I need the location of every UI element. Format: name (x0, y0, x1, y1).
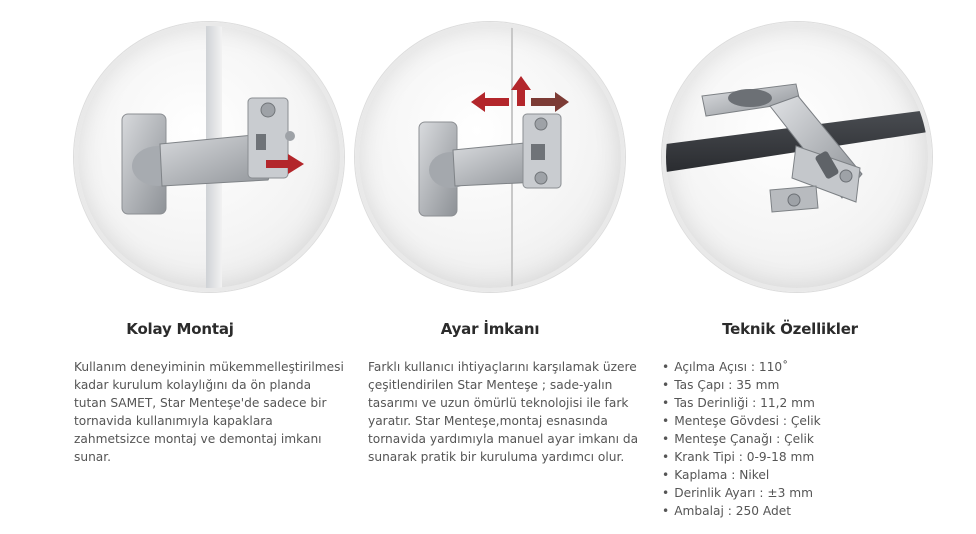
feature-description: Farklı kullanıcı ihtiyaçlarını karşılamak üzere çeşitlendirilen Star Menteşe ; sade-yalın tasarımı ve uzun ömürlü teknolojisi ile fark yaratır. Star Menteşe,montaj esnasında tornavida yardımıyla manuel ayar imkanı da sunarak pratik bir kuruluma yardımcı olur. (368, 360, 639, 464)
spec-item: • Ambalaj : 250 Adet (662, 502, 821, 520)
hinge-technical-image (662, 22, 932, 292)
feature-title: Teknik Özellikler (722, 320, 858, 338)
spec-item: • Menteşe Çanağı : Çelik (662, 430, 821, 448)
hinge-installation-illustration (78, 26, 340, 288)
spec-item: • Derinlik Ayarı : ±3 mm (662, 484, 821, 502)
feature-description: Kullanım deneyiminin mükemmelleştirilmesi kadar kurulum kolaylığını da ön planda tutan SAMET, Star Menteşe'de sadece bir tornavida kullanımıyla kapaklara zahmetsizce montaj ve demontaj imkanı sunar. (74, 360, 344, 464)
spec-item: • Kaplama : Nikel (662, 466, 821, 484)
hinge-installation-image (74, 22, 344, 292)
feature-easy-install (0, 0, 344, 534)
hinge-adjustment-illustration (359, 26, 621, 288)
feature-title: Kolay Montaj (126, 320, 234, 338)
feature-adjustment (326, 0, 652, 534)
spec-item: • Menteşe Gövdesi : Çelik (662, 412, 821, 430)
hinge-adjustment-image (355, 22, 625, 292)
spec-item: • Krank Tipi : 0-9-18 mm (662, 448, 821, 466)
spec-item: • Tas Derinliği : 11,2 mm (662, 394, 821, 412)
feature-technical-specs (652, 0, 976, 534)
spec-item: • Açılma Açısı : 110˚ (662, 358, 821, 376)
spec-item: • Tas Çapı : 35 mm (662, 376, 821, 394)
hinge-technical-illustration (666, 26, 928, 288)
feature-title: Ayar İmkanı (440, 320, 540, 338)
spec-list (662, 358, 821, 520)
